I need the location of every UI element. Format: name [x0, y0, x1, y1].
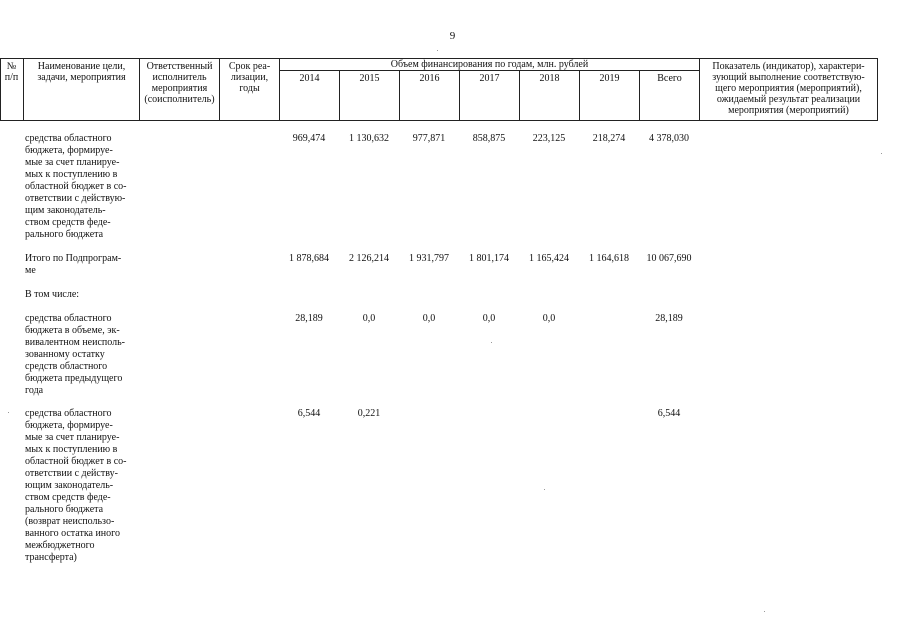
scan-speck	[8, 412, 9, 413]
scan-speck	[437, 50, 438, 51]
value-cell: 218,274	[592, 133, 626, 144]
value-cell: 0,0	[542, 313, 556, 324]
value-cell: 28,189	[295, 313, 323, 324]
header-year: 2018	[539, 73, 560, 84]
header-year: 2019	[599, 73, 620, 84]
total-cell: 28,189	[655, 313, 683, 324]
scan-speck	[491, 342, 492, 343]
header-year: 2014	[299, 73, 320, 84]
scan-speck	[881, 153, 882, 154]
total-cell: 10 067,690	[646, 253, 692, 264]
value-cell: 1 130,632	[349, 133, 389, 144]
header-year: 2017	[479, 73, 500, 84]
value-cell: 1 801,174	[469, 253, 509, 264]
value-cell: 1 878,684	[289, 253, 329, 264]
row-label: В том числе:	[25, 289, 80, 300]
header-name: Наименование цели, задачи, мероприятия	[37, 61, 126, 83]
col-divider	[877, 58, 878, 120]
value-cell: 2 126,214	[349, 253, 389, 264]
value-cell: 977,871	[412, 133, 446, 144]
row-label: средства областного бюджета в объеме, эк- вивалентном неисполь- зованному остатку средств областного бюджета предыдущего года	[25, 313, 126, 396]
value-cell: 223,125	[532, 133, 566, 144]
value-cell: 0,0	[422, 313, 436, 324]
header-financing: Объем финансирования по годам, млн. рублей	[390, 59, 589, 70]
value-cell: 6,544	[297, 408, 321, 419]
header-total: Всего	[657, 73, 682, 84]
scan-speck	[764, 611, 765, 612]
header-number: № п/п	[4, 61, 19, 83]
value-cell: 0,0	[482, 313, 496, 324]
header-indicator: Показатель (индикатор), характери- зующий выполнение соответствую- щего мероприятия (мероприятий), ожидаемый результат реализации мероприятия (мероприятий)	[712, 61, 865, 116]
scan-speck	[544, 489, 545, 490]
row-label: Итого по Подпрограм- ме	[25, 253, 122, 276]
value-cell: 0,0	[362, 313, 376, 324]
header-year-divider	[279, 70, 699, 71]
value-cell: 858,875	[472, 133, 506, 144]
value-cell: 1 165,424	[529, 253, 569, 264]
value-cell: 1 931,797	[409, 253, 449, 264]
header-year: 2016	[419, 73, 440, 84]
row-label: средства областного бюджета, формируе- мые за счет планируе- мых к поступлению в областной бюджет в со- ответствии с действую- щим законодатель- ством средств феде- рального бюджета	[25, 133, 127, 240]
header-term: Срок реа- лизации, годы	[228, 61, 271, 94]
value-cell: 969,474	[292, 133, 326, 144]
total-cell: 6,544	[657, 408, 681, 419]
header-responsible: Ответственный исполнитель мероприятия (соисполнитель)	[144, 61, 215, 105]
row-label: средства областного бюджета, формируе- мые за счет планируе- мых к поступлению в областной бюджет в со- ответствии с действу- ющим законодатель- ством средств феде- рального бюджета (возврат неиспользо- ванного остатка иного межбюджетного трансферта)	[25, 408, 127, 563]
total-cell: 4 378,030	[649, 133, 689, 144]
value-cell: 1 164,618	[589, 253, 629, 264]
header-bottom-border	[0, 120, 878, 121]
header-year: 2015	[359, 73, 380, 84]
value-cell: 0,221	[357, 408, 381, 419]
page-number: 9	[449, 30, 456, 42]
